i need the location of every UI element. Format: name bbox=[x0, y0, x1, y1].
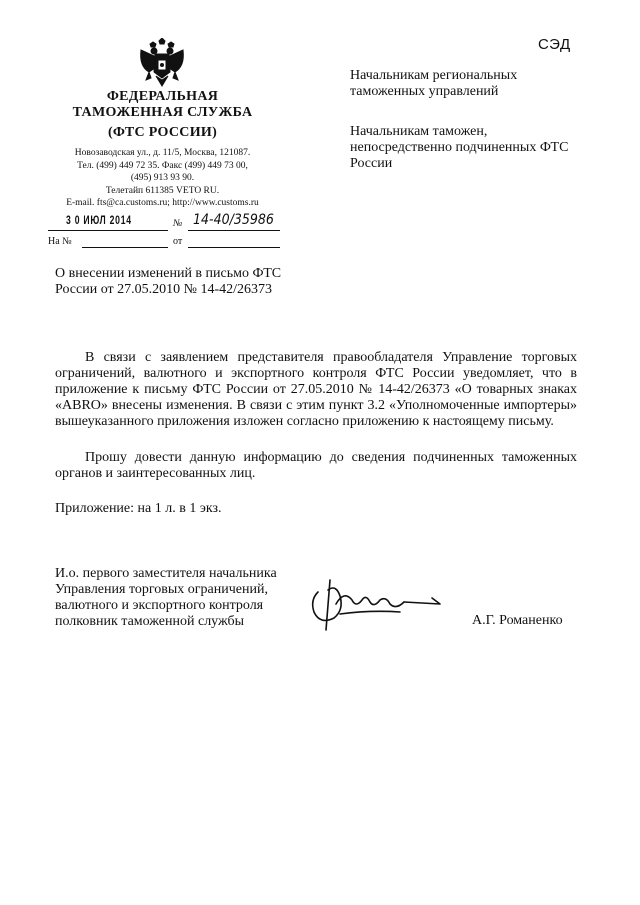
org-name-line1: ФЕДЕРАЛЬНАЯ bbox=[106, 89, 219, 104]
contact-teletype: Телетайп 611385 VETO RU. bbox=[105, 185, 220, 196]
org-name-line2: ТАМОЖЕННАЯ СЛУЖБА bbox=[72, 105, 253, 120]
registration-number-handwritten: 14-40/35986 bbox=[193, 212, 274, 228]
signer-position: И.о. первого заместителя начальника Управления торговых ограничений, валютного и экспортного контроля полковник таможенной службы bbox=[55, 566, 277, 629]
body-paragraph-2: Прошу довести данную информацию до сведения подчиненных таможенных органов и заинтересованных лиц. bbox=[55, 450, 577, 481]
contact-address: Новозаводская ул., д. 11/5, Москва, 121087. bbox=[74, 148, 251, 158]
registration-date-stamp: 3 0 ИЮЛ 2014 bbox=[66, 215, 132, 227]
appendix-note: Приложение: на 1 л. в 1 экз. bbox=[55, 501, 222, 516]
addressee-regional-offices: Начальникам региональных таможенных управлений bbox=[350, 68, 518, 99]
signer-name: А.Г. Романенко bbox=[472, 613, 563, 628]
reference-number-line bbox=[82, 247, 168, 248]
registration-number-label: № bbox=[173, 218, 183, 229]
org-name-abbr: (ФТС РОССИИ) bbox=[107, 125, 218, 140]
contact-email-web: E-mail. fts@ca.customs.ru; http://www.customs.ru bbox=[66, 198, 259, 208]
registration-date-line bbox=[48, 230, 168, 231]
registration-row bbox=[48, 214, 278, 234]
reference-row bbox=[48, 236, 278, 252]
body-paragraph-1: В связи с заявлением представителя правообладателя Управление торговых ограничений, валютного и экспортного контроля ФТС России уведомляет, что в приложение к письму ФТС России от 27.05.2010 № 14-42/26373 «О товарных знаках «ABRO» внесены изменения. В связи с этим пункт 3.2 «Уполномоченные импортеры» вышеуказанного приложения изложен согласно приложению к настоящему письму. bbox=[55, 350, 577, 429]
reference-date-line bbox=[188, 247, 280, 248]
contact-phone-fax: Тел. (499) 449 72 35. Факс (499) 449 73 00, bbox=[77, 160, 248, 171]
reference-from-label: от bbox=[173, 236, 183, 247]
registration-number-line bbox=[188, 230, 280, 231]
handwritten-signature bbox=[300, 570, 460, 640]
coat-of-arms-emblem-icon bbox=[137, 38, 187, 88]
letter-subject: О внесении изменений в письмо ФТС России от 27.05.2010 № 14-42/26373 bbox=[55, 266, 282, 297]
reference-label: На № bbox=[48, 236, 72, 247]
addressee-customs-offices: Начальникам таможен, непосредственно подчиненных ФТС России bbox=[350, 124, 569, 171]
contact-phone2: (495) 913 93 90. bbox=[130, 173, 195, 183]
org-contacts bbox=[40, 147, 285, 210]
sed-mark: СЭД bbox=[538, 36, 571, 53]
